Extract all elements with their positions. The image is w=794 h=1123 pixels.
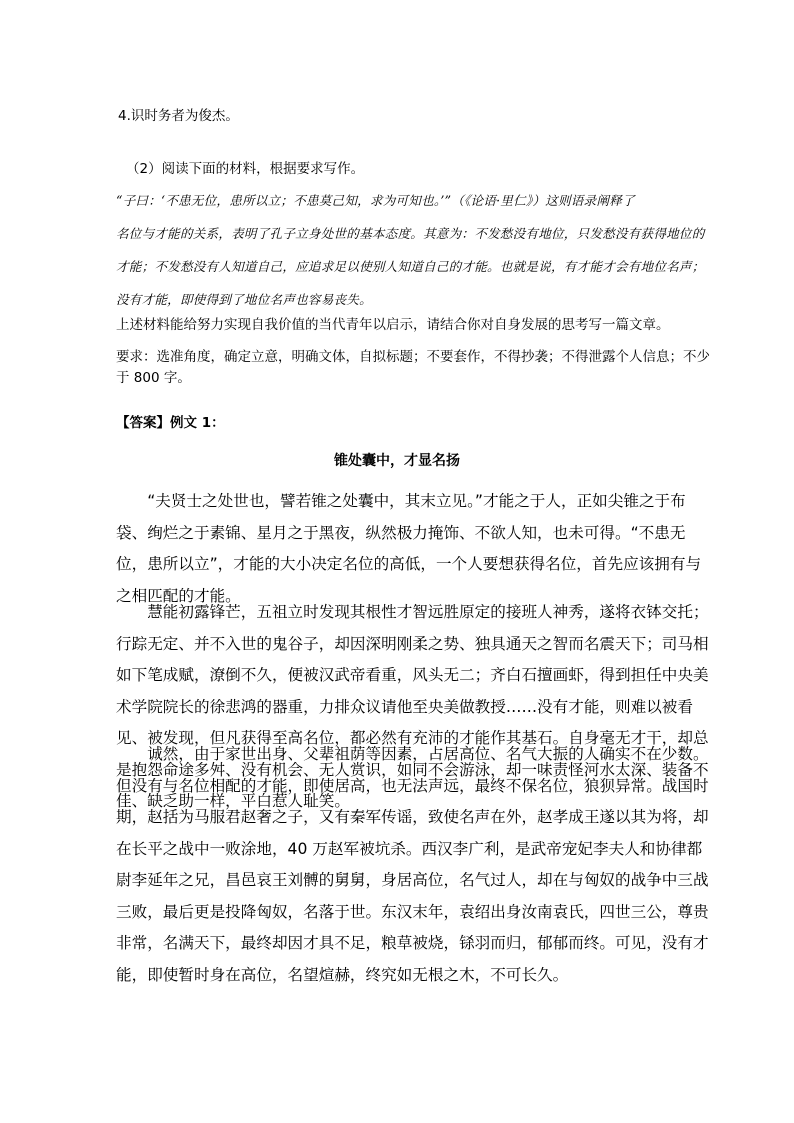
answer-label: 【答案】例文 1： <box>116 415 225 431</box>
quote-line: 才能；不发愁没有人知道自己，应追求足以使别人知道自己的才能。也就是说，有才能才会有地位名声； <box>116 259 705 274</box>
quote-line: 没有才能，即使得到了地位名声也容易丧失。 <box>116 292 372 307</box>
essay-paragraph-1 <box>116 486 716 612</box>
paragraph-text: 诚然，由于家世出身、父辈祖荫等因素，占居高位、名气大振的人确实不在少数。但没有与名位相配的才能，即使居高，也无法声远，最终不保名位，狼狈异常。战国时期，赵括为马服君赵奢之子，又有秦军传谣，致使名声在外，赵孝成王遂以其为将，却在长平之战中一败涂地，40 万赵军被坑杀。西汉李广利，是武帝宠妃李夫人和协律都尉李延年之兄，昌邑哀王刘髆的舅舅，身居高位，名气过人，却在与匈奴的战争中三战三败，最后更是投降匈奴，名落于世。东汉末年，袁绍出身汝南袁氏，四世三公，尊贵非常，名满天下，最终却因才具不足，粮草被烧，铩羽而归，郁郁而终。可见，没有才能，即使暂时身在高位，名望煊赫，终究如无根之木，不可长久。 <box>116 745 709 984</box>
quote-line: 名位与才能的关系，表明了孔子立身处世的基本态度。其意为：不发愁没有地位，只发愁没有获得地位的 <box>116 226 705 241</box>
essay-paragraph-3 <box>116 739 716 991</box>
writing-task: 上述材料能给努力实现自我价值的当代青年以启示，请结合你对自身发展的思考写一篇文章。 <box>116 317 670 333</box>
writing-requirements: 要求：选准角度，确定立意，明确文体，自拟标题；不要套作，不得抄袭；不得泄露个人信息；不少于 800 字。 <box>116 349 710 386</box>
prompt-item-4: 4.识时务者为俊杰。 <box>118 108 239 124</box>
part-2-title: （2）阅读下面的材料，根据要求写作。 <box>126 161 365 177</box>
paragraph-text: “夫贤士之处世也，譬若锥之处囊中，其末立见。”才能之于人，正如尖锥之于布袋、绚烂之于素锦、星月之于黑夜，纵然极力掩饰、不欲人知，也未可得。“不患无位，患所以立”，才能的大小决定名位的高低，一个人要想获得名位，首先应该拥有与之相匹配的才能。 <box>116 492 702 605</box>
source-quote <box>116 184 716 316</box>
quote-line: “子曰：‘不患无位，患所以立；不患莫己知，求为可知也。’”（《论语·里仁》）这则语录阐释了 <box>116 193 635 208</box>
essay-title: 锥处囊中，才显名扬 <box>334 453 460 469</box>
paragraph-text: 慧能初露锋芒，五祖立时发现其根性才智远胜原定的接班人神秀，遂将衣钵交托；行踪无定、并不入世的鬼谷子，却因深明刚柔之势、独具通天之智而名震天下；司马相如下笔成赋，潦倒不久，便被汉武帝看重，风头无二；齐白石擅画虾，得到担任中央美术学院院长的徐悲鸿的器重，力排众议请他至央美做教授……没有才能，则难以被看见、被发现，但凡获得至高名位，都必然有充沛的才能作其基石。自身毫无才干，却总是抱怨命途多舛、没有机会、无人赏识，如同不会游泳，却一味责怪河水太深、装备不佳、缺乏助一样，平白惹人耻笑。 <box>116 603 709 810</box>
